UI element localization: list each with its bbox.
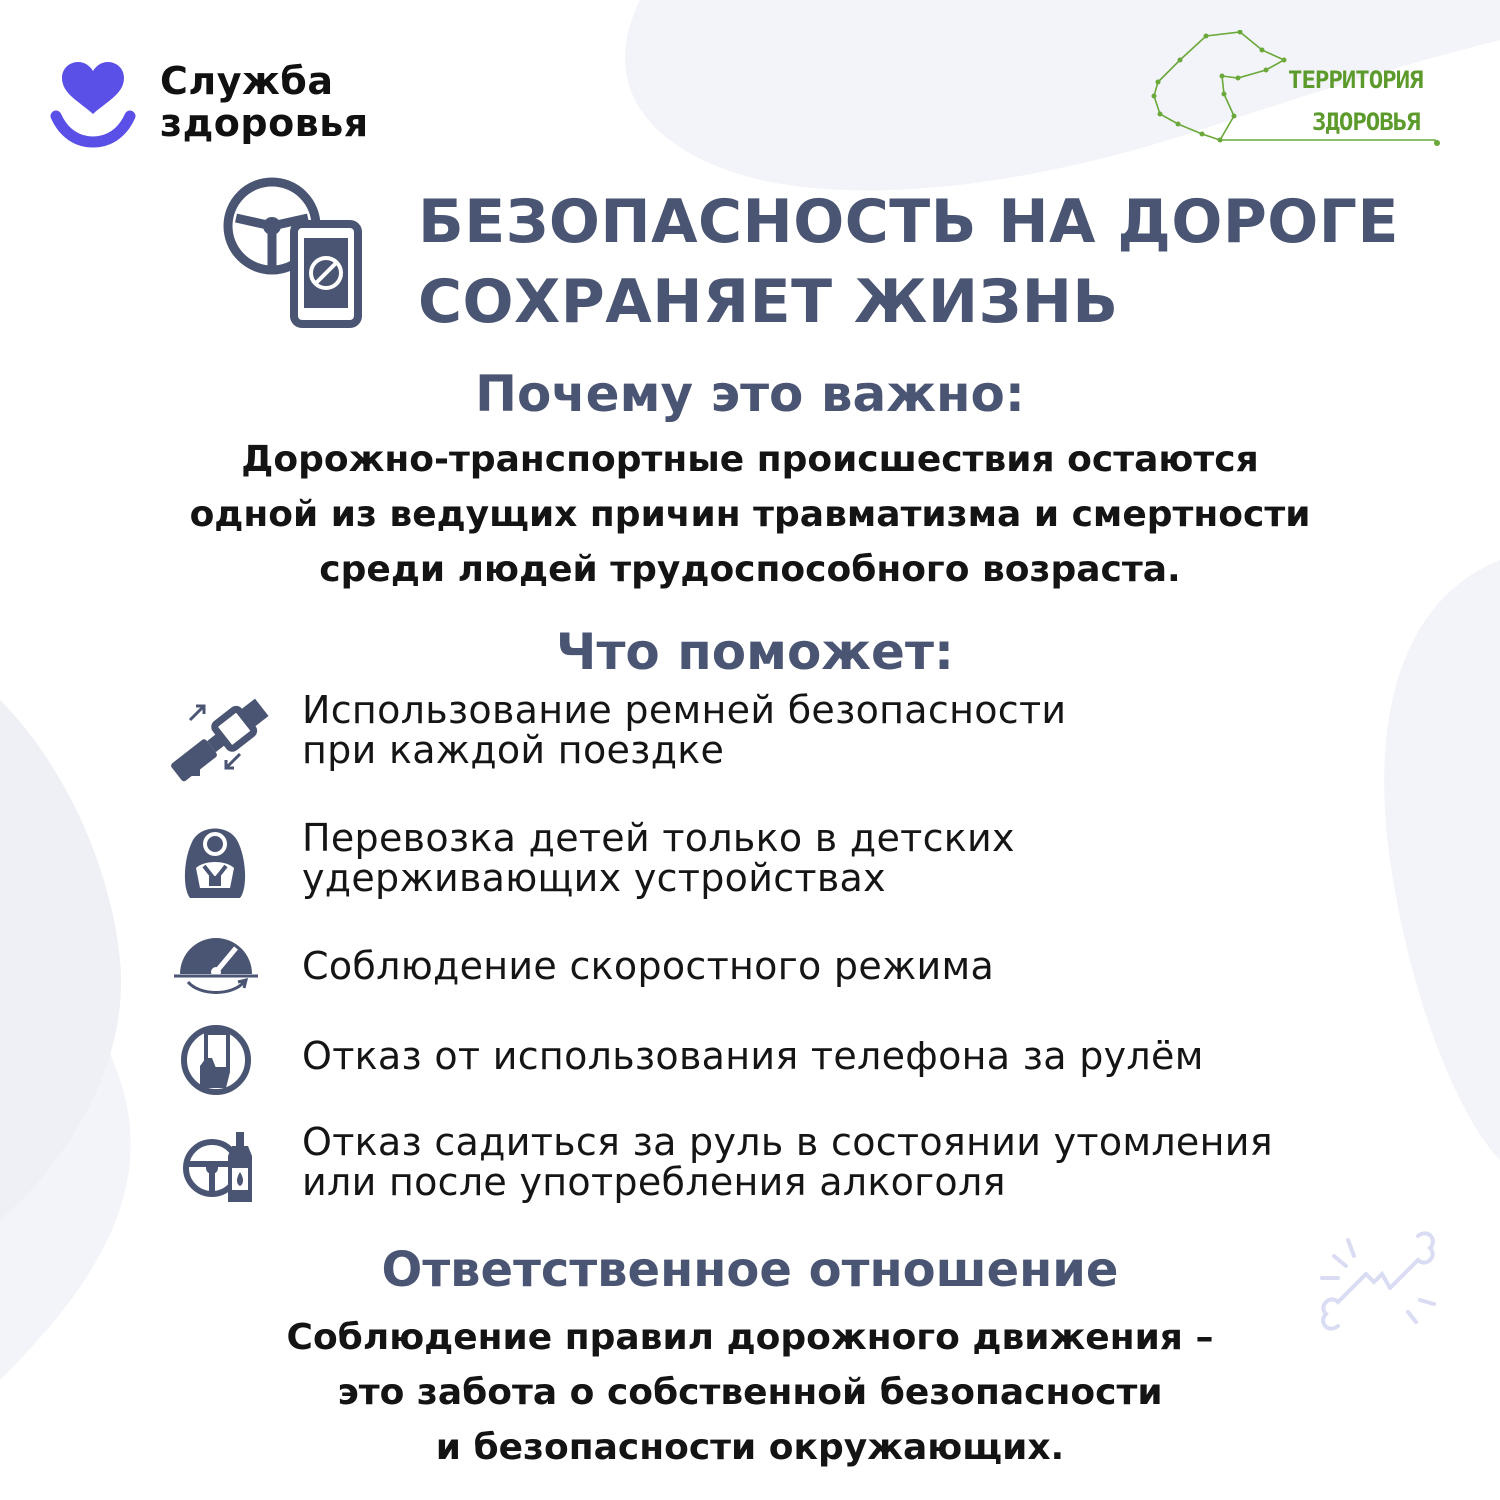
brand-name (160, 60, 369, 144)
responsible-paragraph (0, 1310, 1500, 1475)
child-seat-icon (160, 818, 270, 918)
partner-line-1: ТЕРРИТОРИЯ (1288, 66, 1423, 94)
responsible-heading: Ответственное отношение (381, 1242, 1119, 1298)
responsible-line-1: Соблюдение правил дорожного движения – (286, 1317, 1214, 1358)
brand-line-2: здоровья (160, 101, 369, 145)
broken-bone-icon (1316, 1216, 1440, 1346)
page-title (418, 182, 1478, 342)
help-item-line: Соблюдение скоростного режима (302, 944, 995, 988)
brand-logo (50, 58, 410, 150)
hand-phone-icon (160, 1022, 270, 1122)
brand-line-1: Служба (160, 59, 334, 103)
help-item-line: Отказ садиться за руль в состоянии утомления (302, 1120, 1273, 1164)
heart-smile-icon (50, 62, 136, 148)
help-item-line: или после употребления алкоголя (302, 1160, 1006, 1204)
seatbelt-icon (160, 690, 270, 790)
help-item-line: Отказ от использования телефона за рулём (302, 1034, 1204, 1078)
responsible-line-2: это забота о собственной безопасности (337, 1372, 1163, 1413)
help-item-line: удерживающих устройствах (302, 856, 886, 900)
help-heading: Что поможет: (556, 623, 954, 681)
speedometer-icon (160, 934, 270, 1034)
wheel-bottle-icon (160, 1122, 270, 1222)
why-paragraph (0, 432, 1500, 597)
why-line-1: Дорожно-транспортные происшествия остаются (241, 439, 1259, 480)
responsible-line-3: и безопасности окружающих. (435, 1427, 1065, 1468)
help-item-child-seat (160, 818, 1480, 918)
why-heading: Почему это важно: (475, 365, 1025, 423)
partner-line-2: ЗДОРОВЬЯ (1312, 108, 1420, 136)
help-item-phone (160, 1022, 1480, 1102)
help-item-text (302, 1122, 1482, 1202)
help-item-line: при каждой поездке (302, 728, 725, 772)
title-line-2: СОХРАНЯЕТ ЖИЗНЬ (418, 267, 1119, 337)
help-item-alcohol (160, 1122, 1480, 1212)
help-item-line: Перевозка детей только в детских (302, 816, 1015, 860)
help-item-seatbelt (160, 690, 1480, 790)
title-line-1: БЕЗОПАСНОСТЬ НА ДОРОГЕ (418, 187, 1400, 257)
help-item-speed (160, 944, 1480, 1004)
why-line-2: одной из ведущих причин травматизма и смертности (189, 494, 1311, 535)
help-item-text (302, 1036, 1482, 1076)
help-item-line: Использование ремней безопасности (302, 688, 1067, 732)
partner-logo (1150, 30, 1450, 150)
help-item-text (302, 690, 1482, 770)
help-item-text (302, 946, 1482, 986)
help-item-text (302, 818, 1482, 898)
why-line-3: среди людей трудоспособного возраста. (319, 549, 1181, 590)
steering-wheel-phone-icon (222, 176, 362, 328)
